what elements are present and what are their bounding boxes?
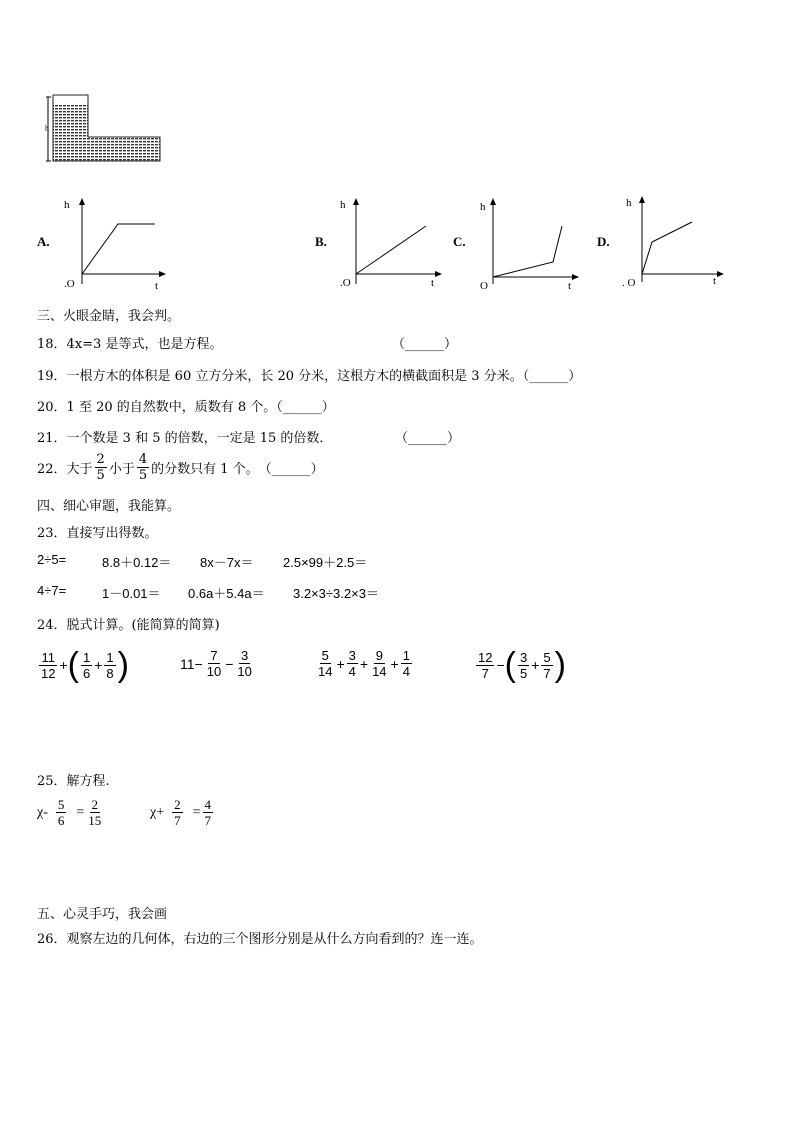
q21-text: 21．一个数是 3 和 5 的倍数，一定是 15 的倍数． bbox=[37, 431, 333, 446]
q22-fraction-2: $\frac{4}{5}$ bbox=[138, 452, 148, 483]
graph-a bbox=[60, 196, 170, 291]
q23-item: 8.8＋0.12＝ bbox=[102, 555, 172, 570]
option-d-label: D. bbox=[597, 234, 610, 249]
graph-b-t: t bbox=[431, 277, 435, 289]
q18-text: 18．4x=3 是等式，也是方程。 bbox=[37, 337, 223, 352]
q20 bbox=[37, 396, 335, 415]
q25-equation-1: χ- $\frac{5}{6}$ = $\frac{2}{15}$ bbox=[37, 797, 102, 828]
q20-text: 20．1 至 20 的自然数中，质数有 8 个。 bbox=[37, 400, 277, 415]
section-3-heading: 三、火眼金睛，我会判。 bbox=[37, 309, 181, 324]
q24-expr-2: 11− $\frac{7}{10}$ − $\frac{3}{10}$ bbox=[180, 648, 252, 679]
q21 bbox=[37, 427, 461, 446]
graph-c bbox=[475, 196, 585, 291]
option-c-label: C. bbox=[453, 234, 466, 249]
q22-answer-paren: （______） bbox=[258, 462, 324, 477]
q18 bbox=[37, 333, 458, 352]
q23-title: 23．直接写出得数。 bbox=[37, 526, 158, 541]
q23-item: 2÷5= bbox=[37, 552, 67, 567]
graph-b-h: h bbox=[340, 199, 346, 211]
q19-answer-paren: （______） bbox=[522, 369, 582, 384]
graph-d-t: t bbox=[713, 275, 717, 287]
container-figure bbox=[43, 93, 163, 163]
q19 bbox=[37, 365, 581, 384]
q24-expr-1: $\frac{11}{12}$ + ( $\frac{1}{6}$ + $\frac{1}{8}$ ) bbox=[41, 646, 129, 684]
graph-a-h: h bbox=[64, 199, 70, 211]
q23-item: 0.6a＋5.4a＝ bbox=[188, 586, 265, 601]
q22-post: 的分数只有 1 个。 bbox=[151, 462, 259, 477]
graph-b-o: .O bbox=[340, 277, 351, 289]
option-b-label: B. bbox=[315, 234, 327, 249]
q23-item: 3.2×3÷3.2×3＝ bbox=[293, 586, 379, 601]
graph-b bbox=[338, 196, 448, 291]
q22 bbox=[37, 452, 324, 483]
q22-pre: 22．大于 bbox=[37, 462, 93, 477]
q25-title: 25．解方程. bbox=[37, 774, 110, 789]
q23-item: 4÷7= bbox=[37, 583, 67, 598]
graph-a-o: .O bbox=[64, 278, 75, 290]
graph-c-t: t bbox=[568, 280, 572, 291]
q19-text: 19．一根方木的体积是 60 立方分米，长 20 分米，这根方木的横截面积是 3 分米。 bbox=[37, 369, 523, 384]
q24-title: 24．脱式计算。(能简算的简算) bbox=[37, 618, 220, 633]
q22-fraction-1: $\frac{2}{5}$ bbox=[96, 452, 105, 483]
q23-item: 2.5×99＋2.5＝ bbox=[283, 555, 368, 570]
h-label: h bbox=[45, 124, 49, 133]
graph-a-t: t bbox=[155, 280, 159, 291]
container-diagram bbox=[43, 93, 163, 163]
q24-expr-3: $\frac{5}{14}$ + $\frac{3}{4}$ + $\frac{9}{14}$ + $\frac{1}{4}$ bbox=[318, 648, 410, 679]
q25-equation-2: χ+ $\frac{2}{7}$ = $\frac{4}{7}$ bbox=[150, 797, 212, 828]
q20-answer-paren: （______） bbox=[276, 400, 335, 415]
q22-mid: 小于 bbox=[108, 462, 135, 477]
q24-expr-4: $\frac{12}{7}$ − ( $\frac{3}{5}$ + $\frac{5}{7}$ ) bbox=[478, 646, 566, 684]
q23-item: 8x－7x＝ bbox=[200, 555, 254, 570]
q18-answer-paren: （______） bbox=[392, 337, 458, 352]
graph-c-h: h bbox=[480, 201, 486, 213]
q26: 26．观察左边的几何体，右边的三个图形分别是从什么方向看到的？连一连。 bbox=[37, 932, 483, 947]
q21-answer-paren: （______） bbox=[395, 431, 461, 446]
graph-d-h: h bbox=[626, 197, 632, 209]
section-5-heading: 五、心灵手巧，我会画 bbox=[37, 907, 168, 922]
section-4-heading: 四、细心审题，我能算。 bbox=[37, 499, 181, 514]
graph-c-o: O bbox=[480, 280, 488, 291]
q23-item: 1－0.01＝ bbox=[102, 586, 161, 601]
graph-d bbox=[620, 194, 730, 289]
graph-d-o: . O bbox=[622, 277, 636, 289]
option-a-label: A. bbox=[37, 234, 50, 249]
